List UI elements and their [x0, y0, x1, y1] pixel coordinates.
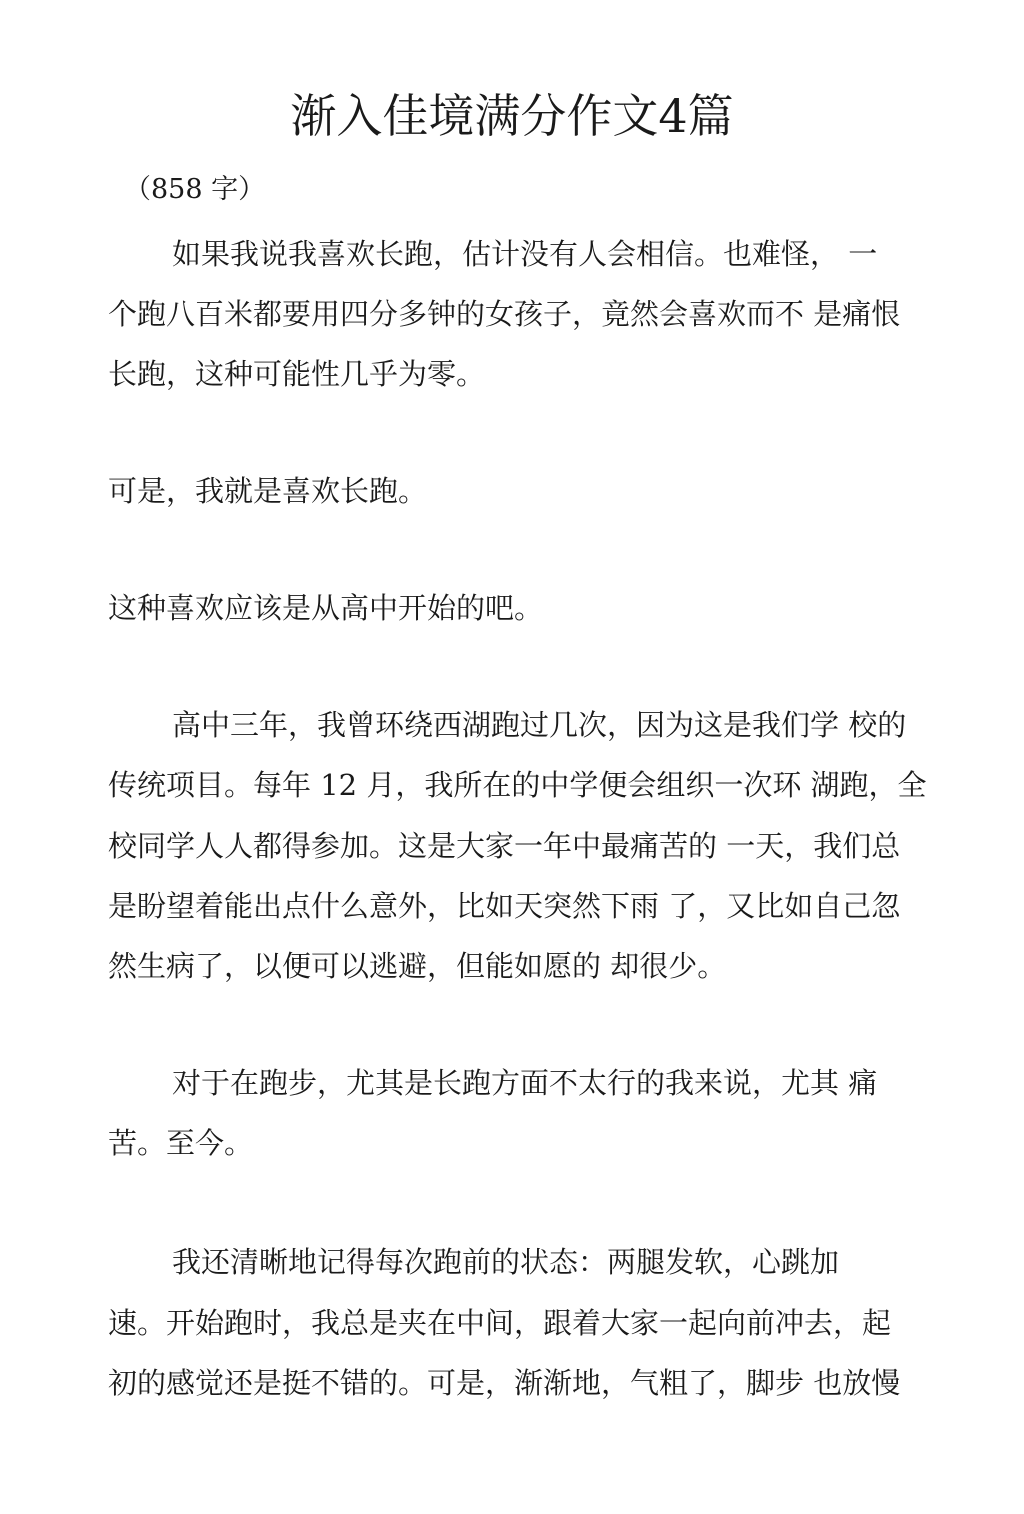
paragraph-line: 个跑八百米都要用四分多钟的女孩子，竟然会喜欢而不 是痛恨	[108, 297, 901, 331]
paragraph-line: 然生病了，以便可以逃避，但能如愿的 却很少。	[108, 949, 727, 983]
paragraph-line: 苦。至今。	[108, 1126, 254, 1160]
paragraph-line: 高中三年，我曾环绕西湖跑过几次，因为这是我们学 校的	[172, 708, 907, 742]
word-count: （858 字）	[124, 174, 266, 205]
paragraph-line: 对于在跑步，尤其是长跑方面不太行的我来说，尤其 痛	[172, 1066, 878, 1100]
paragraph-line: 校同学人人都得参加。这是大家一年中最痛苦的 一天，我们总	[108, 829, 901, 863]
paragraph-line: 我还清晰地记得每次跑前的状态：两腿发软，心跳加	[172, 1245, 840, 1279]
document-title: 渐入佳境满分作文4篇	[290, 89, 734, 143]
paragraph-line: 是盼望着能出点什么意外，比如天突然下雨 了，又比如自己忽	[108, 889, 901, 923]
paragraph-line: 初的感觉还是挺不错的。可是，渐渐地，气粗了，脚步 也放慢	[108, 1366, 901, 1400]
paragraph-line: 速。开始跑时，我总是夹在中间，跟着大家一起向前冲去，起	[108, 1306, 892, 1340]
paragraph-line: 长跑，这种可能性几乎为零。	[108, 357, 486, 391]
paragraph-line: 传统项目。每年 12 月，我所在的中学便会组织一次环 湖跑，全	[108, 768, 927, 802]
paragraph-line: 如果我说我喜欢长跑，估计没有人会相信。也难怪， 一	[172, 237, 878, 271]
paragraph-line: 可是，我就是喜欢长跑。	[108, 474, 428, 508]
paragraph-line: 这种喜欢应该是从高中开始的吧。	[108, 591, 544, 625]
